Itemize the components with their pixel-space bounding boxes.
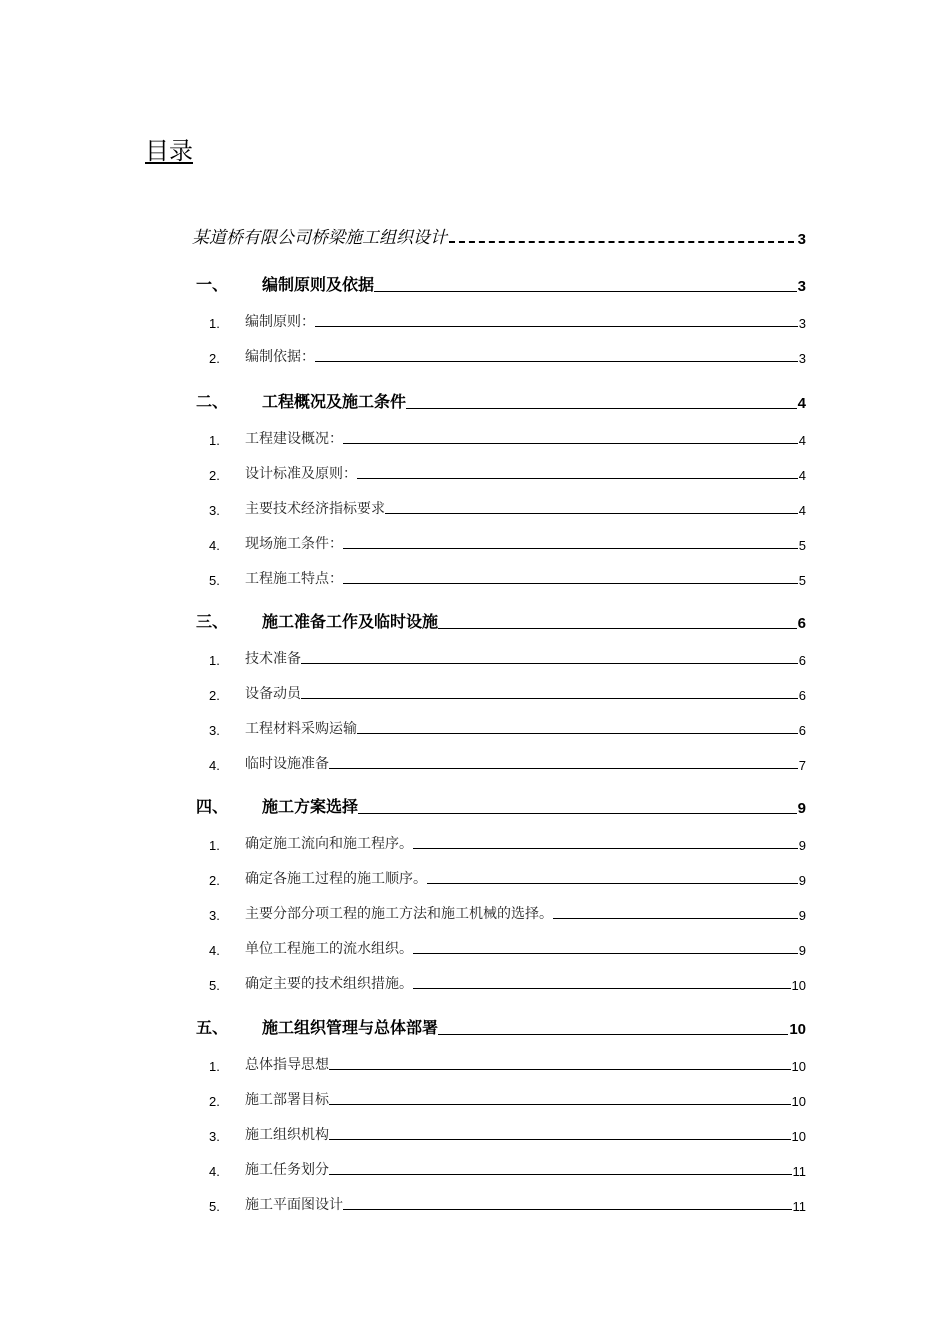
toc-item-number: 5.: [209, 978, 220, 993]
toc-item-number: 2.: [209, 873, 220, 888]
toc-item-text: 工程建设概况：: [245, 431, 343, 447]
toc-subsection-entry[interactable]: [209, 866, 806, 888]
leader-line: [427, 883, 798, 884]
toc-section-page: 10: [789, 1021, 806, 1038]
toc-item-text: 施工平面图设计: [245, 1197, 343, 1213]
leader-line: [413, 988, 791, 989]
toc-item-text: 施工部署目标: [245, 1092, 329, 1108]
toc-item-text: 现场施工条件：: [245, 536, 343, 552]
toc-item-text: 总体指导思想: [245, 1057, 329, 1073]
toc-section-number: 四、: [196, 797, 229, 816]
toc-item-page: 9: [798, 908, 806, 923]
leader-line: [438, 1034, 788, 1035]
toc-item-page: 9: [798, 838, 806, 853]
toc-subsection-entry[interactable]: [209, 1087, 806, 1109]
toc-subsection-entry[interactable]: [209, 344, 806, 366]
toc-item-number: 1.: [209, 1059, 220, 1074]
leader-line: [301, 698, 798, 699]
toc-item-number: 4.: [209, 943, 220, 958]
leader-line: [413, 953, 798, 954]
toc-section-page: 3: [797, 278, 806, 295]
leader-line: [301, 663, 798, 664]
toc-title-page: 3: [797, 231, 806, 248]
toc-section-text: 施工方案选择: [262, 797, 359, 816]
toc-item-page: 10: [791, 978, 806, 993]
leader-line: [329, 1139, 791, 1140]
toc-section-page: 4: [797, 395, 806, 412]
toc-subsection-entry[interactable]: [209, 971, 806, 993]
leader-line: [343, 583, 798, 584]
toc-item-number: 2.: [209, 688, 220, 703]
toc-item-text: 设备动员: [245, 686, 301, 702]
toc-subsection-entry[interactable]: [209, 426, 806, 448]
toc-subsection-entry[interactable]: [209, 566, 806, 588]
toc-subsection-entry[interactable]: [209, 531, 806, 553]
toc-item-text: 单位工程施工的流水组织。: [245, 941, 413, 957]
toc-subsection-entry[interactable]: [209, 1052, 806, 1074]
toc-item-text: 主要分部分项工程的施工方法和施工机械的选择。: [245, 906, 553, 922]
toc-subsection-entry[interactable]: [209, 309, 806, 331]
toc-item-text: 临时设施准备: [245, 756, 329, 772]
toc-section-page: 6: [797, 615, 806, 632]
toc-item-number: 3.: [209, 723, 220, 738]
toc-item-text: 编制依据：: [245, 349, 315, 365]
toc-item-number: 2.: [209, 468, 220, 483]
toc-item-page: 11: [792, 1199, 806, 1214]
leader-line: [357, 478, 798, 479]
toc-item-text: 施工组织机构: [245, 1127, 329, 1143]
toc-item-page: 4: [798, 433, 806, 448]
toc-section-page: 9: [797, 800, 806, 817]
toc-section-number: 二、: [196, 392, 229, 411]
toc-item-page: 7: [798, 758, 806, 773]
leader-line: [343, 443, 798, 444]
leader-line: [329, 1069, 791, 1070]
leader-line: [553, 918, 798, 919]
toc-section-entry[interactable]: [196, 795, 806, 817]
toc-item-number: 5.: [209, 1199, 220, 1214]
toc-item-text: 确定施工流向和施工程序。: [245, 836, 413, 852]
toc-item-page: 6: [798, 688, 806, 703]
toc-subsection-entry[interactable]: [209, 1157, 806, 1179]
toc-item-page: 10: [791, 1129, 806, 1144]
toc-item-text: 技术准备: [245, 651, 301, 667]
toc-section-text: 编制原则及依据: [262, 275, 375, 294]
toc-item-text: 编制原则：: [245, 314, 315, 330]
toc-section-entry[interactable]: [196, 610, 806, 632]
toc-subsection-entry[interactable]: [209, 496, 806, 518]
leader-line: [315, 361, 798, 362]
toc-section-number: 一、: [196, 275, 229, 294]
toc-subsection-entry[interactable]: [209, 1122, 806, 1144]
toc-subsection-entry[interactable]: [209, 936, 806, 958]
leader-line: [438, 628, 797, 629]
toc-item-page: 6: [798, 653, 806, 668]
toc-section-text: 施工准备工作及临时设施: [262, 612, 439, 631]
leader-line: [315, 326, 798, 327]
toc-item-text: 施工任务划分: [245, 1162, 329, 1178]
toc-item-number: 4.: [209, 758, 220, 773]
leader-line: [374, 291, 797, 292]
toc-item-number: 5.: [209, 573, 220, 588]
toc-item-page: 9: [798, 943, 806, 958]
toc-item-page: 10: [791, 1094, 806, 1109]
toc-section-number: 三、: [196, 612, 229, 631]
leader-line: [329, 1104, 791, 1105]
toc-heading: 目录: [145, 137, 193, 165]
toc-section-text: 施工组织管理与总体部署: [262, 1018, 439, 1037]
leader-line: [329, 768, 798, 769]
toc-item-text: 工程施工特点：: [245, 571, 343, 587]
toc-section-entry[interactable]: [196, 390, 806, 412]
toc-item-page: 11: [792, 1164, 806, 1179]
toc-item-number: 2.: [209, 351, 220, 366]
dotted-leader: [449, 241, 794, 243]
toc-item-page: 6: [798, 723, 806, 738]
toc-item-page: 9: [798, 873, 806, 888]
toc-subsection-entry[interactable]: [209, 751, 806, 773]
leader-line: [357, 733, 798, 734]
toc-subsection-entry[interactable]: [209, 1192, 806, 1214]
toc-section-number: 五、: [196, 1018, 229, 1037]
toc-subsection-entry[interactable]: [209, 716, 806, 738]
toc-subsection-entry[interactable]: [209, 901, 806, 923]
toc-item-page: 5: [798, 573, 806, 588]
leader-line: [329, 1174, 792, 1175]
toc-item-number: 4.: [209, 538, 220, 553]
leader-line: [406, 408, 797, 409]
toc-section-entry[interactable]: [196, 1016, 806, 1038]
toc-subsection-entry[interactable]: [209, 681, 806, 703]
toc-item-number: 3.: [209, 908, 220, 923]
toc-subsection-entry[interactable]: [209, 461, 806, 483]
toc-item-number: 4.: [209, 1164, 220, 1179]
toc-item-page: 10: [791, 1059, 806, 1074]
leader-line: [413, 848, 798, 849]
toc-subsection-entry[interactable]: [209, 831, 806, 853]
toc-item-text: 主要技术经济指标要求: [245, 501, 385, 517]
toc-item-page: 3: [798, 316, 806, 331]
toc-item-number: 1.: [209, 316, 220, 331]
toc-item-text: 确定主要的技术组织措施。: [245, 976, 413, 992]
toc-item-page: 4: [798, 503, 806, 518]
toc-item-page: 3: [798, 351, 806, 366]
leader-line: [343, 1209, 792, 1210]
toc-section-text: 工程概况及施工条件: [262, 392, 407, 411]
toc-item-number: 1.: [209, 433, 220, 448]
leader-line: [385, 513, 798, 514]
toc-item-text: 设计标准及原则：: [245, 466, 357, 482]
toc-title-text: 某道桥有限公司桥梁施工组织设计: [192, 228, 447, 248]
toc-item-number: 3.: [209, 503, 220, 518]
toc-item-text: 工程材料采购运输: [245, 721, 357, 737]
toc-subsection-entry[interactable]: [209, 646, 806, 668]
toc-item-page: 4: [798, 468, 806, 483]
toc-title-entry[interactable]: [192, 226, 806, 248]
toc-item-text: 确定各施工过程的施工顺序。: [245, 871, 427, 887]
leader-line: [343, 548, 798, 549]
toc-item-page: 5: [798, 538, 806, 553]
toc-item-number: 1.: [209, 653, 220, 668]
toc-section-entry[interactable]: [196, 273, 806, 295]
toc-item-number: 3.: [209, 1129, 220, 1144]
toc-item-number: 2.: [209, 1094, 220, 1109]
leader-line: [358, 813, 797, 814]
toc-item-number: 1.: [209, 838, 220, 853]
